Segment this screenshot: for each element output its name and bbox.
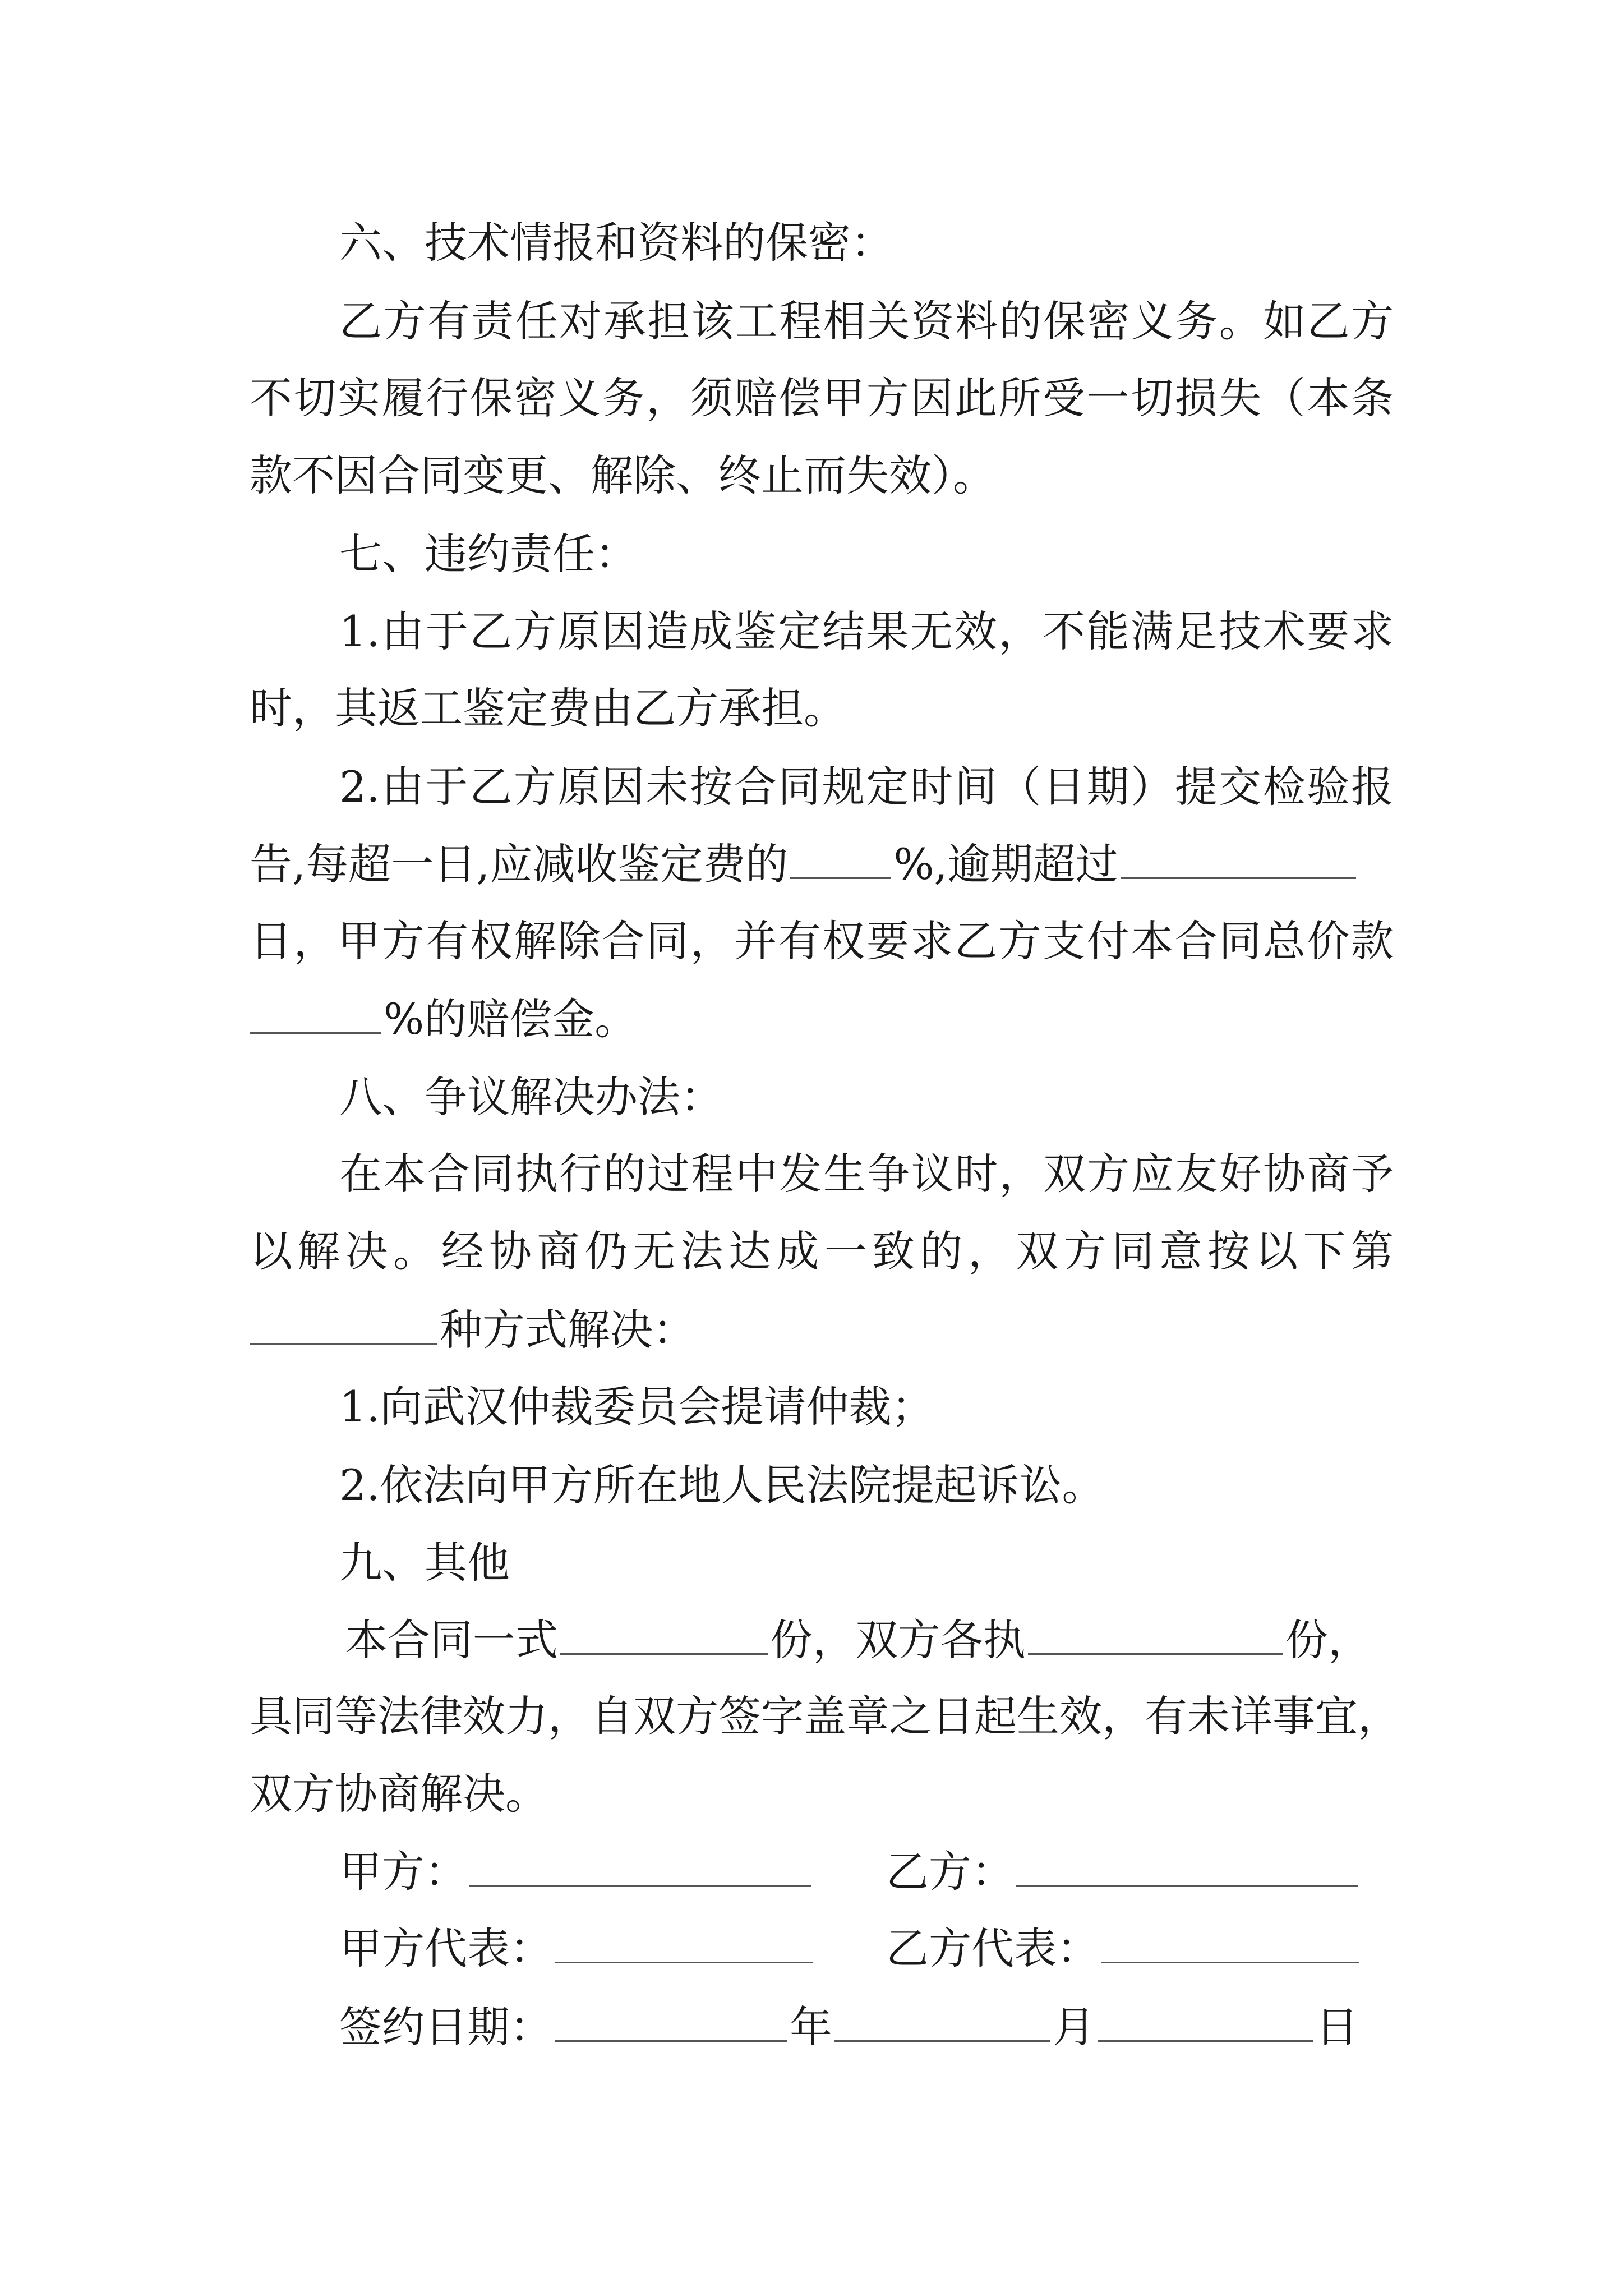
section-6-line-3: 款不因合同变更、解除、终止而失效）。 (250, 450, 995, 500)
penalty-rate-text: 告,每超一日,应减收鉴定费的 (250, 839, 789, 889)
copies-end-text: 份， (1285, 1615, 1371, 1665)
copies-text: 本合同一式 (345, 1615, 558, 1665)
copies-each-blank (1028, 1618, 1283, 1655)
signing-date-label: 签约日期： (339, 2002, 552, 2052)
compensation-text: %的赔偿金。 (384, 994, 638, 1044)
overdue-days-blank (1121, 843, 1356, 879)
compensation-rate-blank (250, 997, 381, 1034)
section-7-item-2-line-3: 日，甲方有权解除合同，并有权要求乙方支付本合同总价款 (250, 916, 1394, 966)
section-8-title: 八、争议解决办法： (339, 1072, 723, 1122)
copies-total-blank (560, 1618, 768, 1655)
party-a-label: 甲方： (339, 1847, 467, 1897)
section-7-title: 七、违约责任： (339, 529, 638, 579)
rep-b-blank (1101, 1927, 1359, 1963)
section-8-option-2: 2.依法向甲方所在地人民法院提起诉讼。 (339, 1460, 1105, 1510)
overdue-limit-text: %,逾期超过 (893, 839, 1118, 889)
rep-b-line (886, 1924, 1362, 1973)
penalty-rate-blank (790, 843, 891, 879)
rep-a-blank (555, 1927, 813, 1963)
section-9-title: 九、其他 (339, 1538, 510, 1588)
resolution-method-blank (250, 1308, 437, 1345)
section-9-line-2: 具同等法律效力，自双方签字盖章之日起生效，有未详事宜， (250, 1691, 1400, 1741)
month-label: 月 (1053, 2002, 1095, 2052)
party-b-line (886, 1847, 1361, 1897)
party-b-blank (1016, 1850, 1358, 1887)
day-blank (1098, 2005, 1313, 2042)
party-b-label: 乙方： (886, 1847, 1014, 1897)
section-6-line-1: 乙方有责任对承担该工程相关资料的保密义务。如乙方 (339, 296, 1394, 346)
rep-a-line (339, 1924, 815, 1973)
section-7-item-2-line-1: 2.由于乙方原因未按合同规定时间（日期）提交检验报 (339, 762, 1394, 812)
year-label: 年 (790, 2002, 832, 2052)
party-a-blank (469, 1850, 811, 1887)
section-6-title: 六、技术情报和资料的保密： (339, 218, 893, 268)
section-9-line-3: 双方协商解决。 (250, 1769, 548, 1819)
section-8-line-1: 在本合同执行的过程中发生争议时，双方应友好协商予 (339, 1149, 1394, 1199)
section-8-line-3 (250, 1305, 1394, 1355)
section-9-line-1 (345, 1615, 1489, 1665)
rep-b-label: 乙方代表： (886, 1924, 1099, 1973)
section-7-item-2-line-4 (250, 994, 1394, 1044)
section-7-item-2-line-2 (250, 839, 1394, 889)
section-7-item-1-line-1: 1.由于乙方原因造成鉴定结果无效，不能满足技术要求 (339, 606, 1394, 656)
year-blank (555, 2005, 787, 2042)
signing-date-line (339, 2002, 1358, 2052)
month-blank (834, 2005, 1050, 2042)
section-6-line-2: 不切实履行保密义务，须赔偿甲方因此所受一切损失（本条 (250, 373, 1394, 423)
day-label: 日 (1316, 2002, 1358, 2052)
party-a-line (339, 1847, 814, 1897)
section-8-option-1: 1.向武汉仲裁委员会提请仲裁； (339, 1382, 934, 1432)
section-7-item-1-line-2: 时，其返工鉴定费由乙方承担。 (250, 683, 846, 733)
copies-each-text: 份，双方各执 (770, 1615, 1026, 1665)
section-8-line-2: 以解决。经协商仍无法达成一致的，双方同意按以下第 (250, 1226, 1394, 1276)
resolution-method-text: 种方式解决： (440, 1305, 695, 1355)
rep-a-label: 甲方代表： (339, 1924, 552, 1973)
